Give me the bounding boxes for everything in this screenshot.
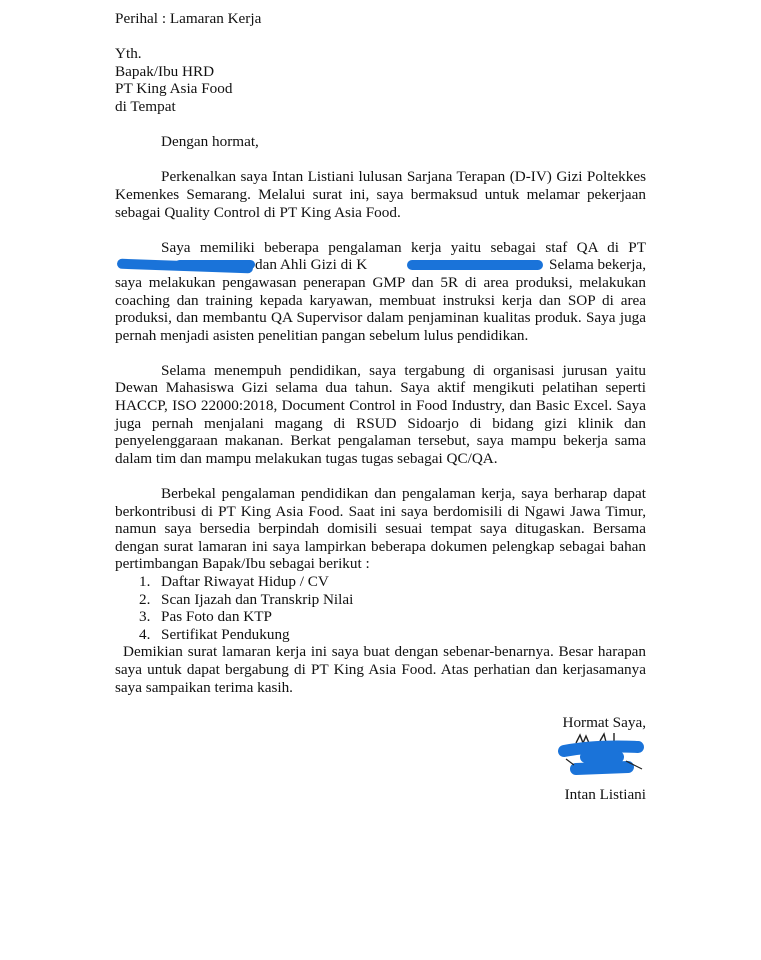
list-item [115,608,646,626]
list-text: Scan Ijazah dan Transkrip Nilai [161,590,354,608]
recipient-line: Bapak/Ibu HRD [115,62,215,80]
signature-redaction-icon [556,731,646,786]
list-number: 2. [139,590,151,608]
list-text: Sertifikat Pendukung [161,625,290,643]
list-item [115,626,646,644]
list-text: Daftar Riwayat Hidup / CV [161,573,329,590]
recipient-line: Yth. [115,45,142,63]
education-paragraph: Selama menempuh pendidikan, saya tergabung di organisasi jurusan yaitu Dewan Mahasiswa Gizi selama dua tahun. Saya aktif mengikuti pelatihan seperti HACCP, ISO 22000:2018, Document Control in Food Industry, dan Basic Excel. Saya juga pernah menjalani magang di RSUD Sidoarjo di bidang gizi klinik dan penyelenggaraan makanan. Berkat pengalaman tersebut, saya mampu bekerja sama dalam tim dan mampu melakukan tugas tugas sebagai QC/QA. [115,361,646,467]
experience-paragraph [115,239,646,345]
list-number: 4. [139,625,151,643]
list-item [115,573,646,591]
redaction-mark [175,260,255,269]
recipient-block [115,45,646,115]
recipient-line: di Tempat [115,97,176,115]
signer-name: Intan Listiani [564,786,646,804]
attachments-list [115,573,646,643]
experience-text: dan Ahli Gizi di K [255,256,368,274]
list-text: Pas Foto dan KTP [161,608,272,626]
list-number: 1. [139,573,151,590]
list-item [115,591,646,609]
redaction-mark [407,260,543,270]
letter-page [115,10,646,804]
closing-paragraph: Demikian surat lamaran kerja ini saya buat dengan sebenar-benarnya. Besar harapan saya untuk dapat bergabung di PT King Asia Food. Atas perhatian dan kerjasamanya saya sampaikan terima kasih. [115,643,646,696]
recipient-line: PT King Asia Food [115,80,233,98]
subject-line: Perihal : Lamaran Kerja [115,10,262,27]
attachments-intro-paragraph: Berbekal pengalaman pendidikan dan pengalaman kerja, saya berharap dapat berkontribusi di PT King Asia Food. Saat ini saya berdomisili di Ngawi Jawa Timur, namun saya bersedia berpindah domisili sesuai tempat saya ditugaskan. Bersama dengan surat lamaran ini saya lampirkan beberapa dokumen pelengkap sebagai bahan pertimbangan Bapak/Ibu sebagai berikut : [115,485,646,573]
sign-off: Hormat Saya, [562,713,646,731]
intro-paragraph: Perkenalkan saya Intan Listiani lulusan Sarjana Terapan (D-IV) Gizi Poltekkes Kemenkes Semarang. Melalui surat ini, saya bermaksud untuk melamar pekerjaan sebagai Quality Control di PT King Asia Food. [115,168,646,221]
greeting: Dengan hormat, [161,133,259,151]
experience-line-2 [115,256,646,274]
experience-rest: saya melakukan pengawasan penerapan GMP dan 5R di area produksi, melakukan coaching dan training kepada karyawan, membuat instruksi kerja dan SOP di area produksi, dan membantu QA Supervisor dalam penjaminan kualitas produk. Saya juga pernah menjadi asisten penelitian pangan sebelum lulus pendidikan. [115,273,646,344]
experience-text: Selama bekerja, [549,256,646,274]
signature-area [115,731,646,786]
experience-line-1: Saya memiliki beberapa pengalaman kerja yaitu sebagai staf QA di PT [161,238,646,256]
list-number: 3. [139,608,151,626]
